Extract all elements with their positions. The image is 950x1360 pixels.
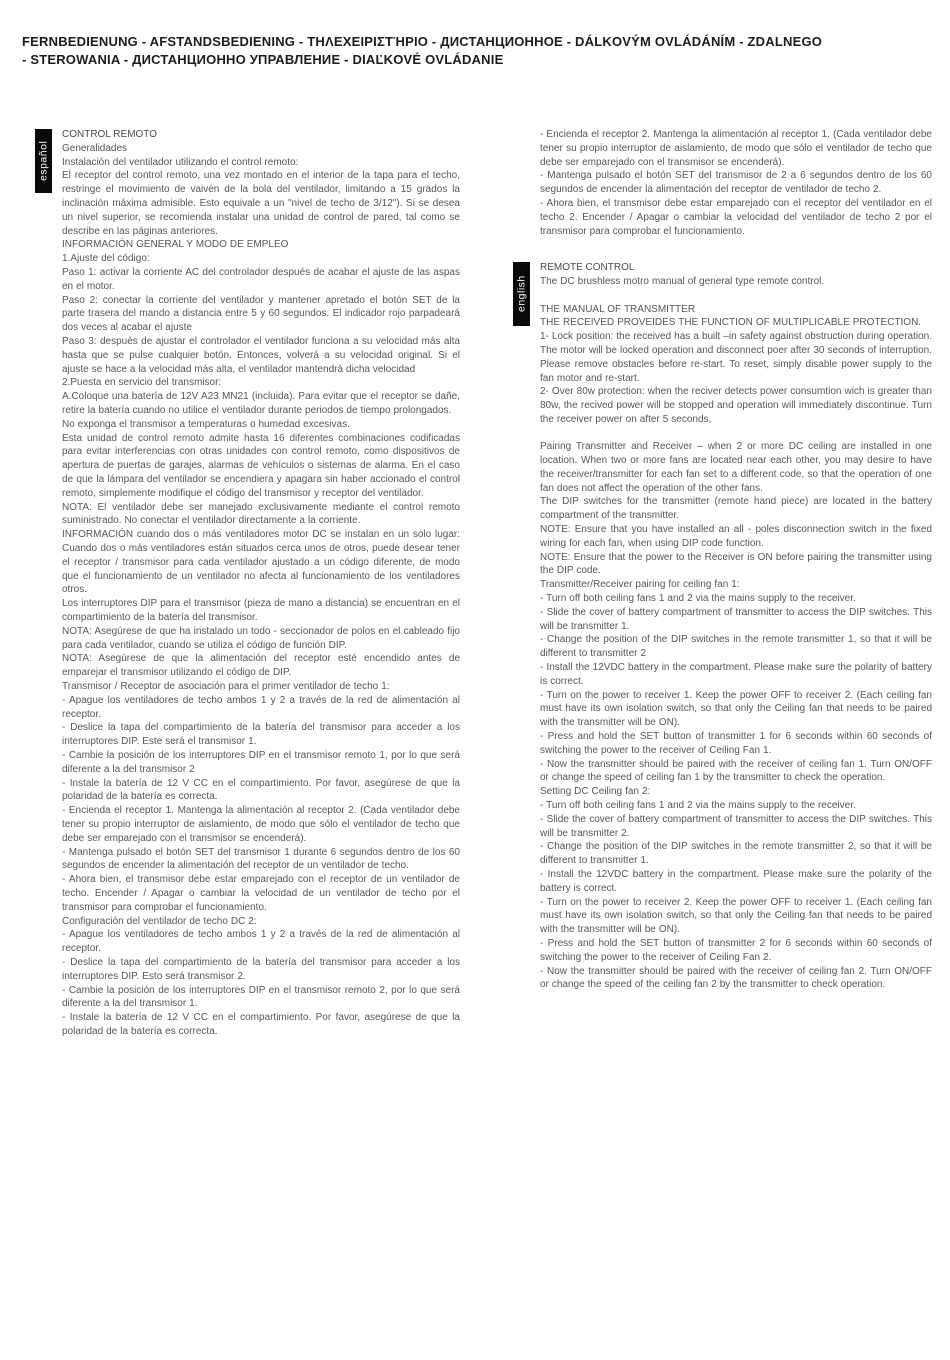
paragraph: - Turn on the power to receiver 1. Keep the power OFF to receiver 2. (Each ceiling fan must have its own isolation switch, so that only the Ceiling fan that needs to be paired with the transmitter will be ON). [540,689,932,729]
paragraph: 2.Puesta en servicio del transmisor: [62,377,222,389]
paragraph: - Ahora bien, el transmisor debe estar emparejado con el receptor de un ventilador de techo. Encender / Apagar o cambiar la velocidad de un ventilador de techo por el transmisor para comprobar el funcionamiento. [62,874,460,913]
page-title [22,33,930,68]
paragraph: - Encienda el receptor 2. Mantenga la alimentación al receptor 1. (Cada ventilador debe tener su propio interruptor de aislamiento, de modo que sólo el ventilador de techo que debe ser emparejado con el transmisor se encenderá). [540,129,932,168]
paragraph: NOTA: El ventilador debe ser manejado exclusivamente mediante el control remoto suministrado. No conectar el ventilador directamente a la corriente. [62,501,460,527]
paragraph: - Install the 12VDC battery in the compartment. Please make sure the polarity of battery is correct. [540,661,932,687]
paragraph: NOTA: Asegúrese de que la alimentación del receptor esté encendido antes de emparejar el transmisor utilizando el código de DIP. [62,653,460,679]
english-section [515,261,932,992]
paragraph: No exponga el transmisor a temperaturas o humedad excesivas. [62,418,350,430]
paragraph: Esta unidad de control remoto admite hasta 16 diferentes combinaciones codificadas para evitar interferencias con otras unidades con control remoto, como dispositivos de apertura de puertas de garajes, alarmas de vehículos o sistemas de alarma. En el caso de que la lámpara del ventilador se encendiera y apagara sin haber accionado el control remoto, simplemente modifique el código del transmisor y receptor del ventilador. [62,432,460,499]
paragraph: Transmisor / Receptor de asociación para el primer ventilador de techo 1: [62,680,390,692]
paragraph: - Now the transmitter should be paired with the receiver of ceiling fan 1. Turn ON/OFF or change the speed of ceiling fan 1 by the transmitter to check the operation. [540,758,932,784]
paragraph: The DIP switches for the transmitter (remote hand piece) are located in the battery compartment of the transmitter. [540,496,932,522]
paragraph: - Change the position of the DIP switches in the remote transmitter 1, so that it will be different to transmitter 2 [540,634,932,660]
spanish-text-continued [540,128,932,238]
english-text [540,275,932,992]
paragraph [540,427,932,441]
paragraph: - Turn off both ceiling fans 1 and 2 via the mains supply to the receiver. [540,799,856,811]
paragraph: 2- Over 80w protection: when the reciver detects power consumtion wich is greater than 80w, the recived power will be stopped and operation will immediately discontinue. Turn the receiver power on after 5 seconds, [540,386,932,425]
paragraph: Paso 1: activar la corriente AC del controlador después de acabar el ajuste de las aspas en el motor. [62,267,460,292]
paragraph: - Instale la batería de 12 V CC en el compartimiento. Por favor, asegúrese de que la polaridad de la batería es correcta. [62,777,460,803]
paragraph: - Encienda el receptor 1. Mantenga la alimentación al receptor 2. (Cada ventilador debe tener su propio interruptor de aislamiento, de modo que sólo el ventilador de techo que debe ser emparejado con el transmisor se encenderá). [62,805,460,844]
paragraph: Configuración del ventilador de techo DC 2: [62,915,257,927]
english-tab-label: english [515,276,528,313]
paragraph: - Apague los ventiladores de techo ambos 1 y 2 a través de la red de alimentación al receptor. [62,694,460,720]
paragraph: - Deslice la tapa del compartimiento de la batería del transmisor para acceder a los interruptores DIP. Este será el transmisor 1. [62,722,460,748]
paragraph: El receptor del control remoto, una vez montado en el interior de la tapa para el techo, restringe el movimiento de vaivén de la bola del ventilador, limitando a 15 grados la inclinación máxima admisible. Esto equivale a un "nivel de techo de 3/12"). Si se desea un nivel superior, se recomienda instalar una unidad de control de pared, tal como se describe en las páginas anteriores. [62,170,460,237]
paragraph: - Now the transmitter should be paired with the receiver of ceiling fan 2. Turn ON/OFF or change the speed of the ceiling fan 2 by the transmitter to check operation. [540,965,932,991]
page-title-line-1: FERNBEDIENUNG - AFSTANDSBEDIENING - ΤΗΛΕΧΕΙΡΙΣΤΉΡΙΟ - ДИСТАНЦИОННОЕ - DÁLKOVÝM OVLÁDÁNÍM - ZDALNEGO [22,34,823,49]
paragraph: - Press and hold the SET button of transmitter 1 for 6 seconds within 60 seconds of switching the power to the receiver of Ceiling Fan 1. [540,730,932,756]
paragraph: 1- Lock position: the received has a built –in safety against obstruction during operation. The motor will be locked operation and disconnect poer after 30 seconds of interruption. Please remove obstacles before re-start. To reset, simply disable power supply to the fan motor and re-start. [540,331,932,384]
paragraph: Los interruptores DIP para el transmisor (pieza de mano a distancia) se encuentran en el compartimiento de la batería del transmisor. [62,598,460,623]
paragraph: - Cambie la posición de los interruptores DIP en el transmisor remoto 2, por lo que será diferente a la del transmisor 1. [62,984,460,1010]
paragraph: INFORMACIÓN GENERAL Y MODO DE EMPLEO [62,239,289,251]
spanish-text-left [62,142,460,1039]
paragraph: - Deslice la tapa del compartimiento de la batería del transmisor para acceder a los interruptores DIP. Esto será transmisor 2. [62,956,460,982]
paragraph [540,289,932,303]
english-language-tab [513,262,530,326]
paragraph: - Slide the cover of battery compartment of transmitter to access the DIP switches. This will be transmitter 2. [540,813,932,839]
paragraph: Pairing Transmitter and Receiver – when 2 or more DC ceiling are installed in one location. When two or more fans are located near each other, you may desire to have the receiver/transmitter for each fan set to a different code, so that the operation of one fan does not affect the operation of the other fans. [540,441,932,494]
paragraph: A.Coloque una batería de 12V A23 MN21 (incluida). Para evitar que el receptor se dañe, retire la batería cuando no utilice el ventilador durante periodos de tiempo prolongados. [62,391,460,417]
right-column [515,128,932,1039]
paragraph: - Slide the cover of battery compartment of transmitter to access the DIP switches. This will be transmitter 1. [540,606,932,632]
spanish-tab-label: español [37,140,50,182]
paragraph: NOTA: Asegúrese de que ha instalado un todo - seccionador de polos en el cableado fijo para cada ventilador, cuando se utiliza el código de función DIP. [62,625,460,651]
paragraph: THE RECEIVED PROVEIDES THE FUNCTION OF MULTIPLICABLE PROTECTION. [540,317,922,329]
paragraph: Paso 2: conectar la corriente del ventilador y mantener apretado el botón SET de la parte trasera del mando a distancia entre 5 y 60 segundos. El indicador rojo parpadeará dos veces al acabar el ajuste [62,294,460,334]
paragraph: - Turn off both ceiling fans 1 and 2 via the mains supply to the receiver. [540,593,856,604]
paragraph: - Change the position of the DIP switches in the remote transmitter 2, so that it will be different to transmitter 1. [540,841,932,867]
paragraph: - Install the 12VDC battery in the compartment. Please make sure the polarity of the battery is correct. [540,868,932,894]
paragraph: Instalación del ventilador utilizando el control remoto: [62,156,299,168]
spanish-column [37,128,460,1039]
paragraph: Generalidades [62,142,128,154]
paragraph: - Apague los ventiladores de techo ambos 1 y 2 a través de la red de alimentación al receptor. [62,929,460,955]
paragraph: INFORMACIÓN cuando dos o más ventiladores motor DC se instalan en un solo lugar: Cuando dos o más ventiladores están situados cerca unos de otros, puede desear tener el receptor / transmisor para cada ventilador ajustado a un código diferente, de modo que el funcionamiento de un ventilador no afecta al funcionamiento de los ventiladores otros. [62,529,460,596]
paragraph: - Mantenga pulsado el botón SET del transmisor de 2 a 6 segundos dentro de los 60 segundos de encender la alimentación del receptor de ventilador de techo 2. [540,170,932,196]
paragraph: Transmitter/Receiver pairing for ceiling fan 1: [540,579,740,591]
paragraph: NOTE: Ensure that the power to the Receiver is ON before pairing the transmitter using the DIP code. [540,551,932,577]
paragraph: THE MANUAL OF TRANSMITTER [540,303,696,315]
paragraph: - Turn on the power to receiver 2. Keep the power OFF to receiver 1. (Each ceiling fan must have its own isolation switch, so that only the Ceiling fan that needs to be paired with the transmitter will be ON). [540,896,932,936]
paragraph: - Mantenga pulsado el botón SET del transmisor 1 durante 6 segundos dentro de los 60 segundos de encender la alimentación del receptor de un ventilador de techo. [62,846,460,872]
paragraph: Paso 3: después de ajustar el controlador el ventilador funciona a su velocidad más alta hasta que se pulse cualquier botón. Entonces, volverá a su velocidad original. Si el ajuste se hace a la velocidad más alta, el ventilador mantendrá dicha velocidad [62,336,460,375]
paragraph: - Cambie la posición de los interruptores DIP en el transmisor remoto 1, por lo que será diferente a la del transmisor 2 [62,749,460,775]
english-section-heading: REMOTE CONTROL [540,262,635,274]
paragraph: - Instale la batería de 12 V CC en el compartimiento. Por favor, asegúrese de que la polaridad de la batería es correcta. [62,1012,460,1037]
page-title-line-2: - STEROWANIA - ДИСТАНЦИОННО УПРАВЛЕНИЕ - DIAĽKOVÉ OVLÁDANIE [22,51,504,67]
spanish-section-heading: CONTROL REMOTO [62,129,158,141]
paragraph: 1.Ajuste del código: [62,253,150,265]
paragraph: Setting DC Ceiling fan 2: [540,786,651,798]
paragraph: - Press and hold the SET button of transmitter 2 for 6 seconds within 60 seconds of switching the power to the receiver of Ceiling Fan 2. [540,937,932,963]
paragraph: The DC brushless motro manual of general type remote control. [540,276,825,288]
paragraph: NOTE: Ensure that you have installed an all - poles disconnection switch in the fixed wiring for each fan, when using DIP code function. [540,524,932,549]
paragraph: - Ahora bien, el transmisor debe estar emparejado con el receptor del ventilador en el techo 2. Encender / Apagar o cambiar la velocidad del ventilador de techo 2 por el transmisor para comprobar el funcionamiento. [540,198,932,237]
content-columns [0,128,950,1039]
spanish-language-tab [35,129,52,193]
